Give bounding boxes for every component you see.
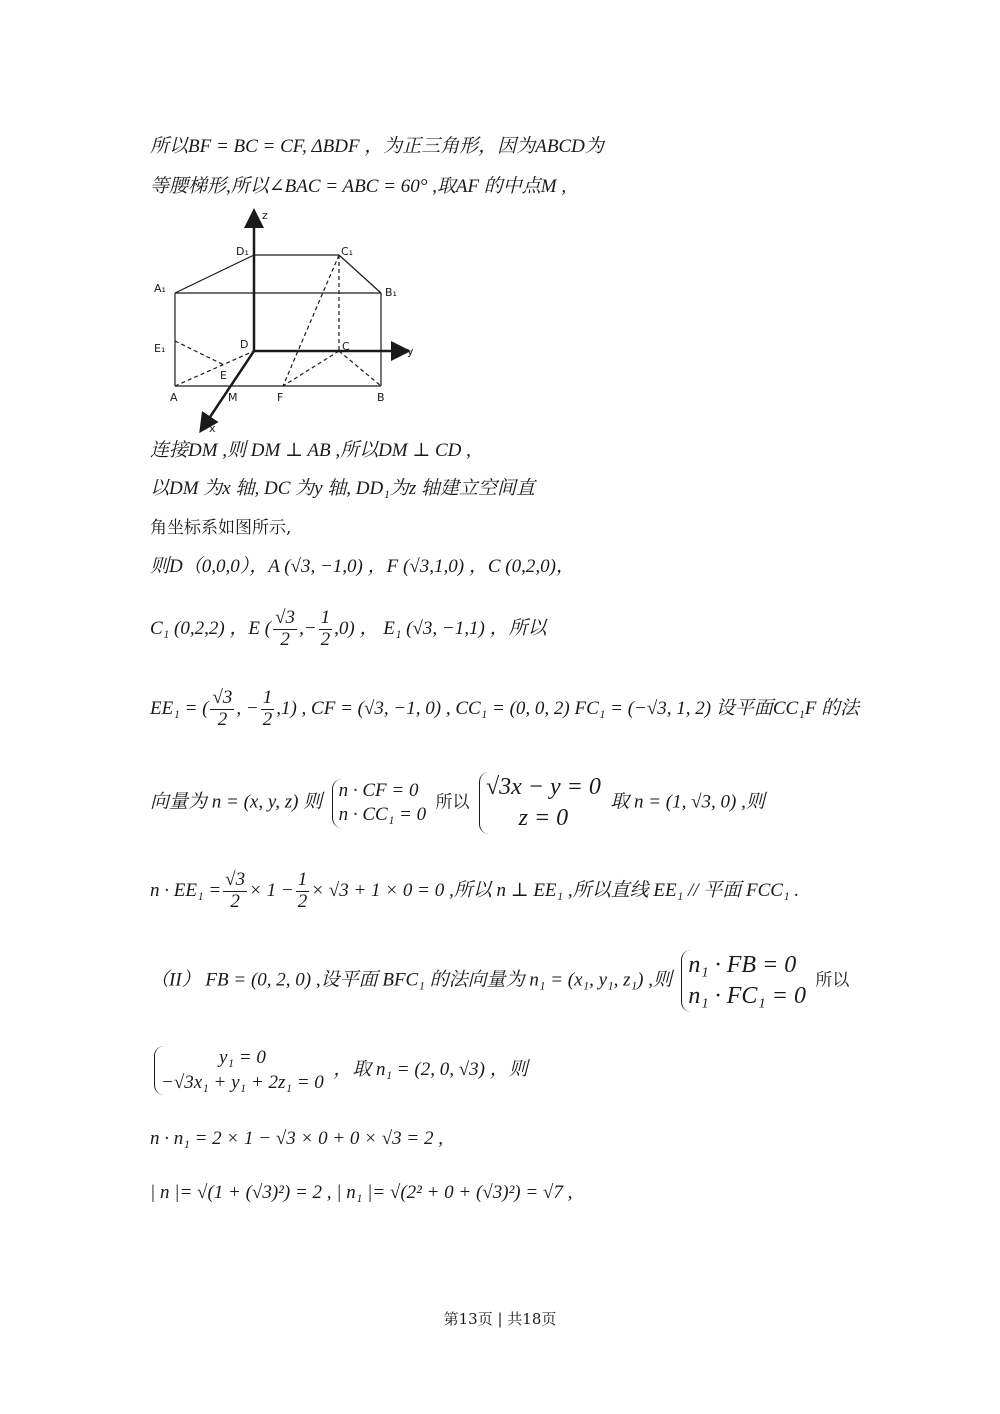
text-line-4: 以DM 为x 轴, DC 为y 轴, DD₁为z 轴建立空间直	[150, 478, 536, 499]
text-line-13: n · n₁ = 2 × 1 − √3 × 0 + 0 × √3 = 2 ,	[150, 1128, 443, 1149]
label-f: F	[277, 391, 284, 404]
text-line-7: C₁ (0,2,2) ，E ( $\frac{√3}{2}$ ,− $\frac{1}{2}$ ,0) ， E₁ (√3, −1,1) ，所以	[150, 607, 547, 650]
text-line-1: 所以BF = BC = CF, ΔBDF ，为正三角形，因为ABCD为	[150, 136, 604, 157]
label-m: M	[228, 391, 238, 404]
text-line-5: 角坐标系如图所示,	[150, 518, 292, 538]
text-line-14: | n |= √(1 + (√3)²) = 2 , | n₁ |= √(2² + 0 + (√3)²) = √7 ,	[150, 1182, 573, 1203]
text-line-9: 向量为 n = (x, y, z) 则 n · CF = 0 n · CC₁ = 0 所以 √3x − y = 0 z = 0 取 n = (1, √3, 0) ,则	[150, 772, 765, 834]
axis-z-label: z	[262, 209, 268, 222]
label-d: D	[240, 338, 249, 351]
label-d1: D₁	[236, 245, 249, 258]
fraction-sqrt3-over-2: $\frac{√3}{2}$	[275, 607, 296, 650]
fraction-sqrt3-over-2-c: $\frac{√3}{2}$	[225, 869, 246, 912]
text-line-12: y₁ = 0 −√3x₁ + y₁ + 2z₁ = 0 ，取 n₁ = (2, 0, √3) ，则	[150, 1046, 528, 1095]
text-line-11: （II） FB = (0, 2, 0) ,设平面 BFC₁ 的法向量为 n₁ = (x₁, y₁, z₁) ,则 n₁ · FB = 0 n₁ · FC₁ = 0 所以	[150, 950, 849, 1012]
fraction-neg-half: $\frac{1}{2}$	[320, 607, 331, 650]
system-n1-solved: y₁ = 0 −√3x₁ + y₁ + 2z₁ = 0	[154, 1046, 324, 1095]
label-c1: C₁	[341, 245, 354, 258]
coordinate-figure	[148, 205, 418, 435]
axis-y-label: y	[407, 345, 414, 358]
fraction-half: $\frac{1}{2}$	[297, 869, 308, 912]
fraction-neg-half-b: $\frac{1}{2}$	[262, 687, 273, 730]
system-n-conditions: n · CF = 0 n · CC₁ = 0	[332, 779, 427, 828]
label-b: B	[377, 391, 385, 404]
system-n-solved: √3x − y = 0 z = 0	[479, 772, 601, 834]
text-line-6: 则D（0,0,0），A (√3, −1,0) ，F (√3,1,0) ，C (0,2,0)，	[150, 556, 575, 577]
label-a: A	[170, 391, 178, 404]
text-line-3: 连接DM ,则 DM ⊥ AB ,所以DM ⊥ CD ,	[150, 440, 471, 461]
label-e: E	[220, 369, 227, 382]
axis-x-label: x	[209, 422, 216, 435]
text-line-2: 等腰梯形,所以∠BAC = ABC = 60° ,取AF 的中点M ,	[150, 176, 567, 197]
text-line-8: EE₁ = ( $\frac{√3}{2}$ , − $\frac{1}{2}$ ,1) , CF = (√3, −1, 0) , CC₁ = (0, 0, 2) FC₁ = (−√3, 1, 2) 设平面CC₁F 的法	[150, 687, 860, 730]
page-footer: 第13页 | 共18页	[443, 1310, 557, 1328]
label-e1: E₁	[154, 342, 166, 355]
label-b1: B₁	[385, 286, 397, 299]
label-c: C	[342, 340, 350, 353]
text-line-10: n · EE₁ = $\frac{√3}{2}$ × 1 − $\frac{1}{2}$ × √3 + 1 × 0 = 0 ,所以 n ⊥ EE₁ ,所以直线 EE₁ // 平面 FCC₁ .	[150, 869, 800, 912]
fraction-sqrt3-over-2-b: $\frac{√3}{2}$	[212, 687, 233, 730]
system-n1-conditions: n₁ · FB = 0 n₁ · FC₁ = 0	[681, 950, 806, 1012]
label-a1: A₁	[154, 282, 166, 295]
